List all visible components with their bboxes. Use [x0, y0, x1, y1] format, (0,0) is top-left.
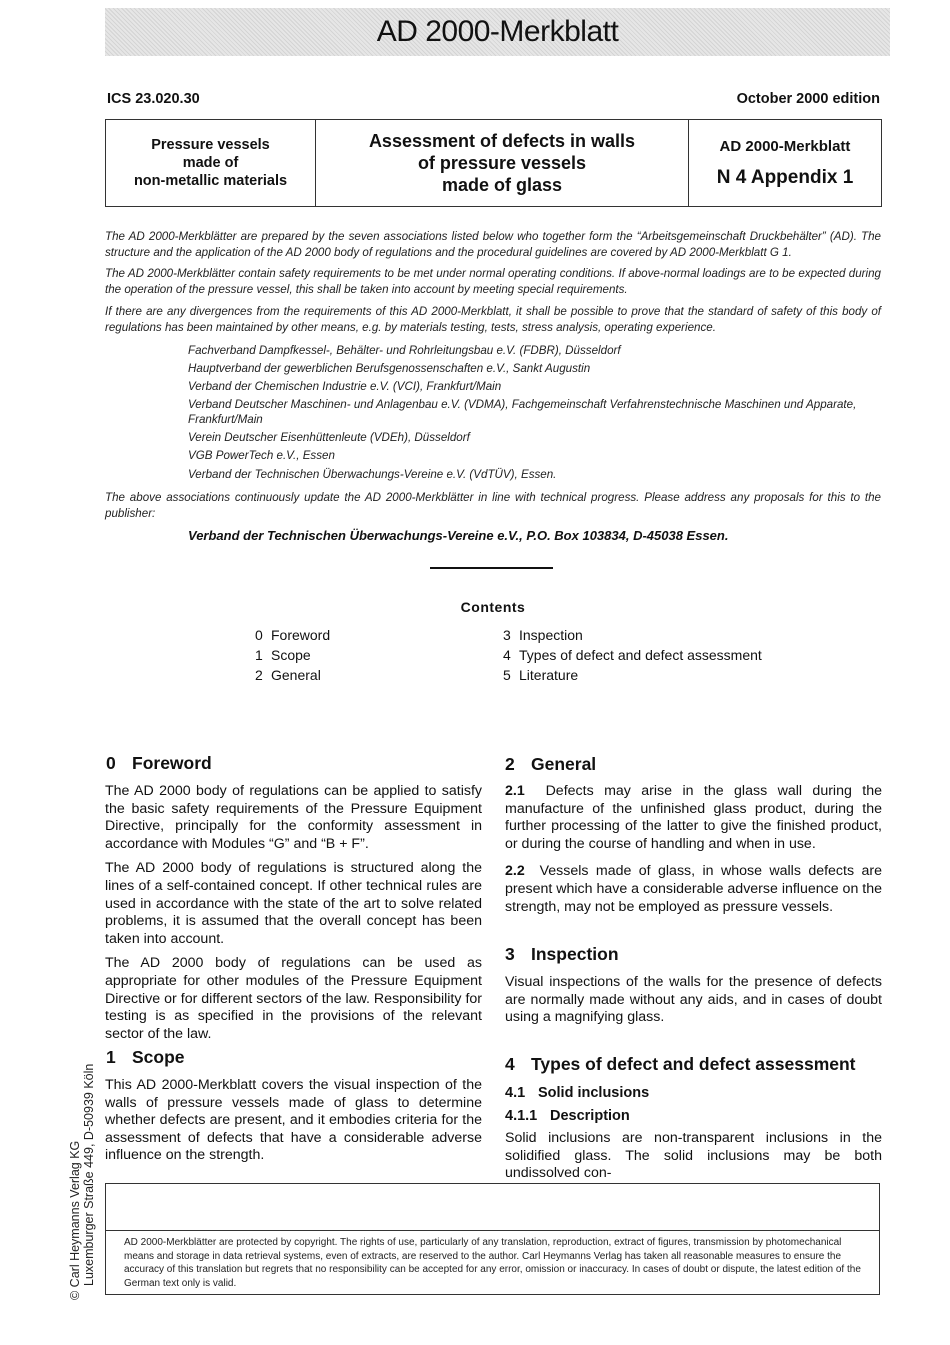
- item-number: 1: [255, 647, 263, 663]
- imprint-line: © Carl Heymanns Verlag KG: [68, 1140, 82, 1300]
- contents-item[interactable]: [503, 625, 762, 645]
- item-label: Foreword: [271, 627, 331, 643]
- item-label: Scope: [271, 647, 311, 663]
- contents-column: [255, 625, 330, 685]
- contents-column: [503, 625, 762, 685]
- category-line: non-metallic materials: [133, 173, 288, 189]
- item-number: 2: [255, 667, 263, 683]
- paragraph: 2.1 Defects may arise in the glass wall during the manufacture of the unfinished glass product, during the further processing of the latter to give the finished product, or during the course of handling and when in use.: [505, 783, 882, 852]
- document-number-cell: [689, 120, 881, 206]
- paragraph: Visual inspections of the walls for the presence of defects are normally made without any aids, and in cases of doubt using a magnifying glass.: [505, 974, 882, 1026]
- item-label: Literature: [519, 667, 579, 683]
- side-imprint: [68, 1064, 96, 1300]
- paragraph: The AD 2000 body of regulations can be used as appropriate for other modules of the Pressure Equipment Directive or for different sectors of the law. Responsibility for testing is as specified in the provisions of the relevant sector of the law.: [105, 955, 482, 1042]
- section-heading-inspection: 3 Inspection: [505, 944, 619, 964]
- title-line: of pressure vessels: [417, 153, 587, 173]
- document-title-cell: [316, 120, 689, 206]
- contents-item[interactable]: [255, 665, 330, 685]
- copyright-box: [105, 1183, 880, 1295]
- title-line: Assessment of defects in walls: [368, 131, 636, 151]
- section-heading-foreword: 0 Foreword: [106, 753, 212, 773]
- contents-item[interactable]: [503, 665, 762, 685]
- item-label: Types of defect and defect assessment: [519, 647, 762, 663]
- contents-item[interactable]: [255, 645, 330, 665]
- section-heading-types: 4 Types of defect and defect assessment: [505, 1054, 856, 1074]
- association: Verein Deutscher Eisenhüttenleute (VDEh), Düsseldorf: [188, 431, 470, 444]
- publisher-note: The above associations continuously update the AD 2000-Merkblätter in line with technical progress. Please address any proposals for this to the publisher:: [105, 491, 881, 520]
- imprint-line: Luxemburger Straße 449, D-50939 Köln: [82, 1063, 96, 1286]
- item-number: 0: [255, 627, 263, 643]
- association: Hauptverband der gewerblichen Berufsgenossenschaften e.V., Sankt Augustin: [188, 362, 591, 375]
- paragraph: Solid inclusions are non-transparent inclusions in the solidified glass. The solid inclusions may be both undissolved con-: [505, 1130, 882, 1182]
- copyright-notice: AD 2000-Merkblätter are protected by copyright. The rights of use, particularly of any translation, reproduction, extract of figures, transmission by photomechanical means and storage in data retrieval systems, even of extracts, are reserved to the author. Carl Heymanns Verlag has taken all reasonable measures to ensure the accuracy of this translation but regrets that no responsibility can be accepted for any error, omission or inaccuracy. In cases of doubt or dispute, the latest edition of the German text only is valid.: [124, 1237, 861, 1289]
- association: Verband Deutscher Maschinen- und Anlagenbau e.V. (VDMA), Fachgemeinschaft Verfahrenstechnische Maschinen und Apparate, Frankfurt/Main: [188, 398, 857, 426]
- title-box: [105, 119, 882, 207]
- section-heading-general: 2 General: [505, 754, 597, 774]
- category-line: Pressure vessels: [151, 137, 270, 153]
- types-body: [505, 1130, 882, 1190]
- association: VGB PowerTech e.V., Essen: [188, 449, 335, 462]
- item-label: General: [271, 667, 321, 683]
- publisher-address: Verband der Technischen Überwachungs-Vereine e.V., P.O. Box 103834, D-45038 Essen.: [188, 528, 729, 543]
- contents-heading: Contents: [460, 599, 526, 615]
- category-line: made of: [182, 155, 239, 171]
- item-number: 5: [503, 667, 511, 683]
- inspection-body: [505, 974, 882, 1034]
- edition: October 2000 edition: [736, 91, 880, 107]
- paragraph: The AD 2000 body of regulations is structured along the lines of a self-contained concept. If other technical rules are used in accordance with the state of the art to solve related problems, it is assumed that the overall concept has been taken into account.: [105, 860, 482, 947]
- section-heading-scope: 1 Scope: [106, 1047, 185, 1067]
- general-body: [505, 783, 882, 923]
- association: Fachverband Dampfkessel-, Behälter- und Rohrleitungsbau e.V. (FDBR), Düsseldorf: [188, 344, 621, 357]
- association: Verband der Technischen Überwachungs-Vereine e.V. (VdTÜV), Essen.: [188, 468, 557, 481]
- divider: [106, 1230, 879, 1231]
- series-label: AD 2000-Merkblatt: [719, 137, 851, 155]
- banner-title: AD 2000-Merkblatt: [105, 8, 890, 56]
- category-cell: [106, 120, 316, 206]
- divider: [430, 567, 553, 569]
- paragraph: 2.2 Vessels made of glass, in whose walls defects are present which have a considerable adverse influence on the strength, may not be employed as pressure vessels.: [505, 863, 883, 915]
- subsection-heading: 4.1 Solid inclusions: [505, 1085, 650, 1101]
- ics-code: ICS 23.020.30: [107, 91, 200, 107]
- item-label: Inspection: [519, 627, 583, 643]
- subsubsection-heading: 4.1.1 Description: [505, 1108, 630, 1124]
- foreword-body: [105, 783, 482, 1050]
- intro-paragraph: The AD 2000-Merkblätter contain safety requirements to be met under normal operating conditions. If above-normal loadings are to be expected during the operation of the pressure vessel, this shall be taken into account by meeting special requirements.: [105, 267, 881, 296]
- title-line: made of glass: [441, 175, 563, 195]
- document-number: N 4 Appendix 1: [716, 166, 854, 188]
- item-number: 4: [503, 647, 511, 663]
- paragraph: This AD 2000-Merkblatt covers the visual inspection of the walls of pressure vessels made of glass to determine whether defects are present, and it embodies criteria for the assessment of defects that have a considerable adverse influence on the strength.: [105, 1077, 482, 1164]
- contents-item[interactable]: [503, 645, 762, 665]
- item-number: 3: [503, 627, 511, 643]
- association: Verband der Chemischen Industrie e.V. (VCI), Frankfurt/Main: [188, 380, 502, 393]
- paragraph: The AD 2000 body of regulations can be applied to satisfy the basic safety requirements of the Pressure Equipment Directive, principally for the conformity assessment in accordance with Modules “G” and “B + F”.: [105, 783, 482, 852]
- contents-item[interactable]: [255, 625, 330, 645]
- intro-paragraph: The AD 2000-Merkblätter are prepared by the seven associations listed below who together form the “Arbeitsgemeinschaft Druckbehälter” (AD). The structure and the application of the AD 2000 body of regulations and the procedural guidelines are covered by AD 2000-Merkblatt G 1.: [105, 230, 881, 259]
- intro-paragraph: If there are any divergences from the requirements of this AD 2000-Merkblatt, it shall be possible to prove that the standard of safety of this body of regulations has been maintained by other means, e.g. by materials testing, tests, stress analysis, operating experience.: [105, 305, 881, 334]
- scope-body: [105, 1077, 482, 1172]
